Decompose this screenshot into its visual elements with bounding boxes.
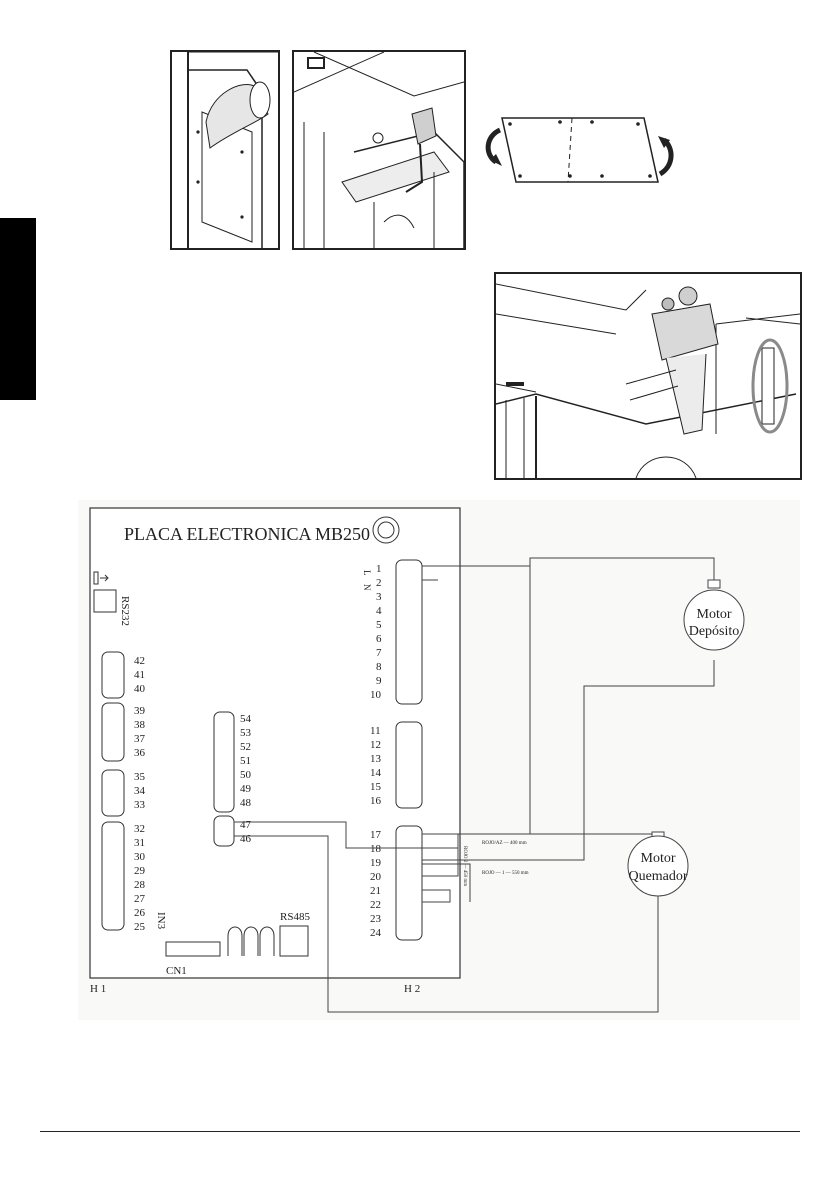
svg-text:12: 12 [370, 739, 381, 751]
wire-note-3: ROJO 2 — 450 mm [462, 846, 467, 887]
svg-text:2: 2 [376, 577, 382, 589]
svg-text:38: 38 [134, 719, 145, 731]
cn1-label: CN1 [166, 965, 187, 977]
svg-text:36: 36 [134, 747, 145, 759]
svg-text:20: 20 [370, 871, 381, 883]
svg-text:37: 37 [134, 733, 145, 745]
svg-text:32: 32 [134, 823, 145, 835]
svg-text:8: 8 [376, 661, 382, 673]
svg-text:15: 15 [370, 781, 381, 793]
svg-text:18: 18 [370, 843, 381, 855]
svg-text:Quemador: Quemador [628, 869, 688, 884]
svg-text:21: 21 [370, 885, 381, 897]
motor-quemador [628, 832, 688, 896]
svg-text:26: 26 [134, 907, 145, 919]
in3-label: IN3 [155, 912, 167, 930]
svg-text:10: 10 [370, 689, 381, 701]
svg-text:54: 54 [240, 713, 251, 725]
board-title: PLACA ELECTRONICA MB250 [124, 524, 371, 544]
svg-text:34: 34 [134, 785, 145, 797]
svg-text:23: 23 [370, 913, 381, 925]
svg-text:30: 30 [134, 851, 145, 863]
svg-text:17: 17 [370, 829, 381, 841]
svg-text:14: 14 [370, 767, 381, 779]
svg-text:19: 19 [370, 857, 381, 869]
svg-text:Depósito: Depósito [688, 624, 740, 639]
svg-text:24: 24 [370, 927, 381, 939]
svg-text:25: 25 [134, 921, 145, 933]
svg-text:L: L [362, 570, 372, 576]
svg-text:53: 53 [240, 727, 251, 739]
svg-text:4: 4 [376, 605, 382, 617]
wiring-diagram [78, 500, 800, 1020]
board-outline [90, 508, 460, 978]
svg-text:29: 29 [134, 865, 145, 877]
svg-text:48: 48 [240, 797, 251, 809]
svg-text:Motor: Motor [640, 851, 676, 866]
svg-text:22: 22 [370, 899, 381, 911]
photo-flue-outlet [170, 50, 280, 250]
rs485-label: RS485 [280, 911, 310, 923]
svg-text:N: N [362, 584, 372, 591]
svg-text:46: 46 [240, 833, 251, 845]
svg-text:47: 47 [240, 819, 251, 831]
svg-text:13: 13 [370, 753, 381, 765]
wire-note-2: ROJO — 1 — 550 mm [482, 871, 529, 876]
photo-hopper [494, 272, 802, 480]
svg-text:51: 51 [240, 755, 251, 767]
svg-text:3: 3 [376, 591, 382, 603]
svg-text:31: 31 [134, 837, 145, 849]
svg-text:7: 7 [376, 647, 382, 659]
svg-text:1: 1 [376, 563, 382, 575]
side-tab [0, 218, 36, 400]
svg-text:Motor: Motor [696, 607, 732, 622]
motor-deposito [684, 580, 744, 650]
svg-text:11: 11 [370, 725, 381, 737]
wire-note-1: ROJO/AZ — 400 mm [482, 841, 527, 846]
svg-text:9: 9 [376, 675, 382, 687]
h2-label: H 2 [404, 983, 421, 995]
svg-text:52: 52 [240, 741, 251, 753]
svg-text:27: 27 [134, 893, 145, 905]
svg-text:40: 40 [134, 683, 145, 695]
svg-text:41: 41 [134, 669, 145, 681]
h1-label: H 1 [90, 983, 107, 995]
svg-text:35: 35 [134, 771, 145, 783]
rotation-plate-diagram [480, 100, 680, 200]
svg-text:42: 42 [134, 655, 145, 667]
svg-text:5: 5 [376, 619, 382, 631]
footer-rule [40, 1131, 800, 1132]
rs232-label: RS232 [119, 596, 131, 626]
svg-text:16: 16 [370, 795, 381, 807]
svg-text:6: 6 [376, 633, 382, 645]
terminal-numbers-center [240, 713, 252, 845]
svg-text:28: 28 [134, 879, 145, 891]
photo-stove-interior [292, 50, 466, 250]
svg-text:39: 39 [134, 705, 145, 717]
svg-text:33: 33 [134, 799, 145, 811]
svg-text:49: 49 [240, 783, 251, 795]
svg-text:50: 50 [240, 769, 251, 781]
